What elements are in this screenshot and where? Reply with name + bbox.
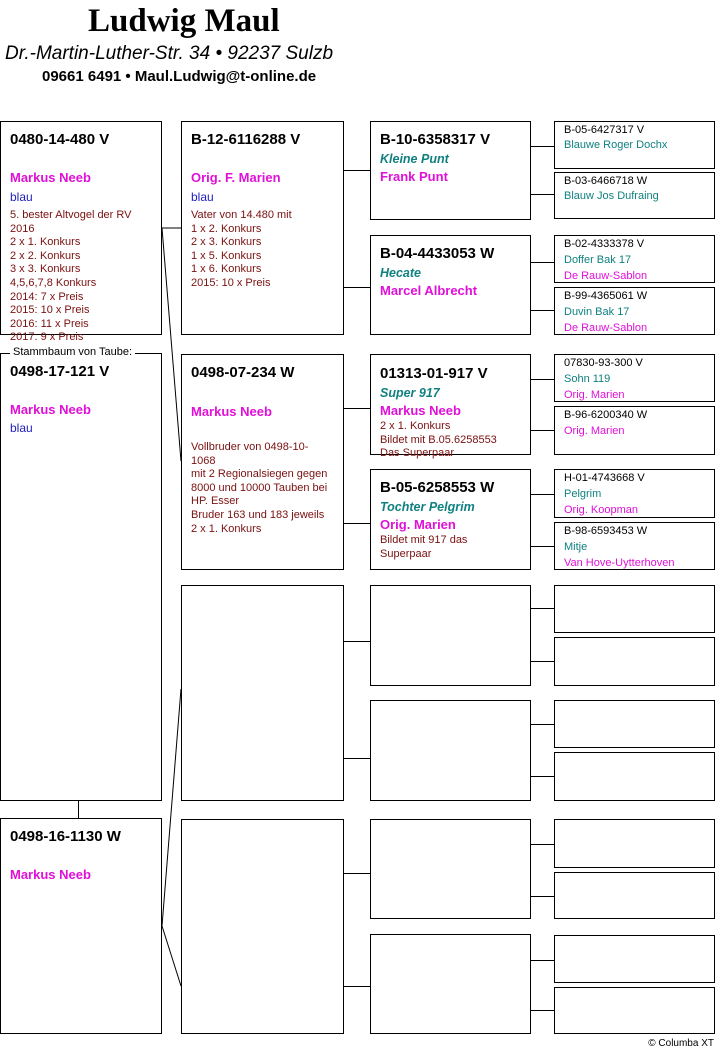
connector (344, 170, 370, 171)
gen4-card-empty (554, 585, 715, 633)
ss-remark: Vater von 14.480 mit (191, 209, 292, 221)
gen4-card-6 (554, 406, 715, 455)
breeder-name: Ludwig Maul (88, 3, 280, 39)
connector (531, 896, 554, 897)
subject-ring: 0498-17-121 V (10, 363, 110, 380)
connector (531, 1010, 554, 1011)
gen4-card-1 (554, 121, 715, 169)
connector (531, 310, 554, 311)
gen4-card-4 (554, 287, 715, 335)
sdd-card (370, 469, 531, 570)
connector (344, 287, 370, 288)
gen4-name: Blauwe Roger Dochx (564, 139, 668, 151)
sdd-ring: B-05-6258553 W (380, 479, 495, 496)
dds-card-empty (370, 819, 531, 919)
sss-name: Kleine Punt (380, 152, 449, 166)
gen4-card-empty (554, 819, 715, 868)
sdd-remark: Bildet mit 917 das (380, 534, 468, 546)
sds-remarks (380, 420, 526, 461)
sire-owner: Markus Neeb (10, 170, 91, 185)
sds-owner: Markus Neeb (380, 403, 461, 418)
connector (344, 758, 370, 759)
ss-ring: B-12-6116288 V (191, 131, 301, 148)
sire-remark: 2 x 1. Konkurs (10, 236, 81, 249)
gen4-owner: De Rauw-Sablon (564, 322, 648, 334)
ssd-owner: Marcel Albrecht (380, 283, 478, 298)
breeder-address: Dr.-Martin-Luther-Str. 34 • 92237 Sulzb (5, 43, 334, 64)
sds-card (370, 354, 531, 460)
gen4-card-8 (554, 522, 715, 570)
gen4-card-2 (554, 172, 715, 219)
sd-remarks (191, 441, 339, 536)
dd-card-empty (181, 819, 344, 1034)
sire-remark: 3 x 3. Konkurs (10, 263, 81, 276)
gen4-ring: B-03-6466718 W (564, 175, 648, 187)
gen4-ring: B-02-4333378 V (564, 238, 645, 250)
sss-ring: B-10-6358317 V (380, 131, 491, 148)
sire-remark: 4,5,6,7,8 Konkurs (10, 276, 97, 289)
connector (531, 546, 554, 547)
ddd-card-empty (370, 934, 531, 1034)
sire-remark: 2015: 10 x Preis (10, 304, 90, 317)
connector (344, 641, 370, 642)
connector (344, 986, 370, 987)
gen4-name: Doffer Bak 17 (564, 254, 632, 266)
gen4-ring: H-01-4743668 V (564, 472, 645, 484)
ss-remarks (191, 209, 339, 291)
connector (531, 262, 554, 263)
sds-ring: 01313-01-917 V (380, 365, 488, 382)
ssd-ring: B-04-4433053 W (380, 245, 495, 262)
sdd-remark: Superpaar (380, 547, 432, 560)
ss-remark: 1 x 2. Konkurs (191, 222, 262, 235)
gen4-card-5 (554, 354, 715, 402)
sd-remark: HP. Esser (191, 495, 240, 508)
gen4-card-empty (554, 700, 715, 748)
gen4-owner: Orig. Marien (564, 425, 625, 437)
connector (531, 844, 554, 845)
connector (344, 873, 370, 874)
gen4-ring: B-05-6427317 V (564, 124, 645, 136)
dam-ring: 0498-16-1130 W (10, 828, 121, 845)
sds-remark: Das Superpaar (380, 447, 454, 460)
gen4-ring: B-96-6200340 W (564, 409, 648, 421)
connector (531, 776, 554, 777)
ds-card-empty (181, 585, 344, 801)
ss-remark: 1 x 6. Konkurs (191, 263, 262, 276)
ss-remark: 2015: 10 x Preis (191, 276, 271, 289)
sss-owner: Frank Punt (380, 169, 448, 184)
connector (531, 661, 554, 662)
ss-color: blau (191, 190, 214, 204)
sd-remark: Vollbruder von 0498-10- (191, 441, 309, 453)
gen4-card-empty (554, 935, 715, 983)
sdd-name: Tochter Pelgrim (380, 500, 475, 514)
sdd-remarks (380, 534, 526, 561)
sd-remark: mit 2 Regionalsiegen gegen (191, 468, 328, 481)
sd-remark: Bruder 163 und 183 jeweils (191, 508, 325, 521)
dsd-card-empty (370, 700, 531, 801)
sss-card (370, 121, 531, 220)
ss-remark: 2 x 3. Konkurs (191, 236, 262, 249)
gen4-owner: De Rauw-Sablon (564, 270, 648, 282)
sire-remark: 2017: 9 x Preis (10, 331, 84, 344)
gen4-ring: B-99-4365061 W (564, 290, 648, 302)
ssd-card (370, 235, 531, 335)
sire-remark: 2014: 7 x Preis (10, 290, 84, 303)
gen4-card-empty (554, 752, 715, 801)
gen4-card-3 (554, 235, 715, 283)
sds-remark: Bildet mit B.05.6258553 (380, 433, 497, 446)
gen4-ring: B-98-6593453 W (564, 525, 648, 537)
connector (531, 608, 554, 609)
sd-owner: Markus Neeb (191, 404, 272, 419)
connector (531, 960, 554, 961)
sds-name: Super 917 (380, 386, 440, 400)
gen4-name: Pelgrim (564, 488, 602, 500)
connector (531, 494, 554, 495)
connector (531, 430, 554, 431)
sire-remark: 2 x 2. Konkurs (10, 249, 81, 262)
sire-remark: 2016: 11 x Preis (10, 317, 89, 330)
sdd-owner: Orig. Marien (380, 517, 456, 532)
sire-ring: 0480-14-480 V (10, 131, 110, 148)
sd-card (181, 354, 344, 570)
gen4-owner: Orig. Marien (564, 389, 625, 401)
gen4-name: Sohn 119 (564, 373, 611, 385)
subject-owner: Markus Neeb (10, 402, 91, 417)
sd-remark: 8000 und 10000 Tauben bei (191, 481, 328, 494)
gen4-name: Mitje (564, 541, 588, 553)
gen4-card-empty (554, 872, 715, 919)
connector (531, 724, 554, 725)
ss-card (181, 121, 344, 335)
gen4-name: Blauw Jos Dufraing (564, 190, 659, 202)
sire-remark: 5. bester Altvogel der RV 2016 (10, 209, 132, 235)
connector (531, 379, 554, 380)
stammbaum-label: Stammbaum von Taube: (10, 345, 135, 359)
dam-owner: Markus Neeb (10, 867, 91, 882)
gen4-owner: Orig. Koopman (564, 504, 638, 516)
gen4-card-empty (554, 987, 715, 1034)
gen4-card-empty (554, 637, 715, 686)
gen4-card-7 (554, 469, 715, 518)
connector (344, 408, 370, 409)
subject-color: blau (10, 421, 33, 435)
gen4-ring: 07830-93-300 V (564, 357, 643, 369)
connector (531, 146, 554, 147)
gen4-name: Duvin Bak 17 (564, 306, 630, 318)
sire-color: blau (10, 190, 33, 204)
sd-ring: 0498-07-234 W (191, 364, 295, 381)
sds-remark: 2 x 1. Konkurs (380, 420, 451, 432)
footer-copyright: © Columba XT (648, 1038, 714, 1049)
ss-owner: Orig. F. Marien (191, 170, 281, 185)
ss-remark: 1 x 5. Konkurs (191, 249, 262, 262)
connector (531, 194, 554, 195)
ssd-name: Hecate (380, 266, 421, 280)
connector (344, 523, 370, 524)
breeder-contact: 09661 6491 • Maul.Ludwig@t-online.de (42, 68, 317, 85)
sd-remark: 1068 (191, 454, 216, 467)
sd-remark: 2 x 1. Konkurs (191, 522, 262, 535)
dss-card-empty (370, 585, 531, 686)
gen4-owner: Van Hove-Uytterhoven (564, 557, 675, 569)
